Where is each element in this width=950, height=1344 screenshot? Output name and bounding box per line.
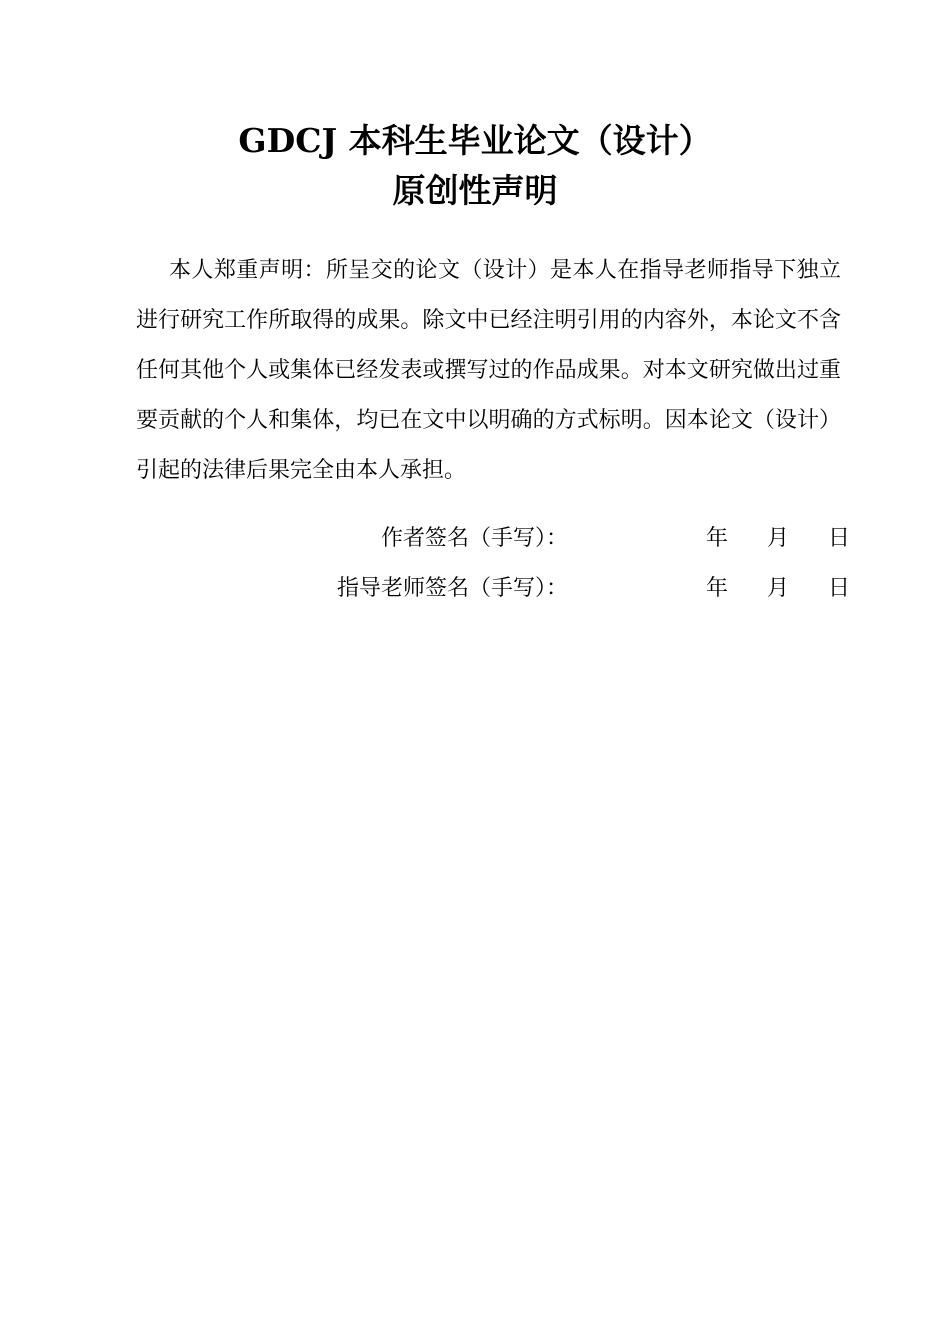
document-subtitle: 原创性声明 <box>392 171 558 210</box>
declaration-paragraph: 本人郑重声明：所呈交的论文（设计）是本人在指导老师指导下独立进行研究工作所取得的成果。除文中已经注明引用的内容外，本论文不含任何其他个人或集体已经发表或撰写过的作品成果。对本文研究做出过重要贡献的个人和集体，均已在文中以明确的方式标明。因本论文（设计）引起的法律后果完全由本人承担。 <box>136 258 841 483</box>
document-title: GDCJ 本科生毕业论文（设计） <box>238 121 712 160</box>
author-date-year-label: 年 <box>706 526 729 551</box>
advisor-date-day-label: 日 <box>828 576 851 601</box>
advisor-signature-label: 指导老师签名（手写）： <box>336 576 568 601</box>
author-signature-row <box>0 519 950 559</box>
advisor-date-year-label: 年 <box>706 576 729 601</box>
author-date-month-label: 月 <box>767 526 790 551</box>
author-signature-label: 作者签名（手写）： <box>380 526 568 551</box>
advisor-signature-row <box>0 569 950 609</box>
author-date-day-label: 日 <box>828 526 851 551</box>
advisor-date-month-label: 月 <box>767 576 790 601</box>
